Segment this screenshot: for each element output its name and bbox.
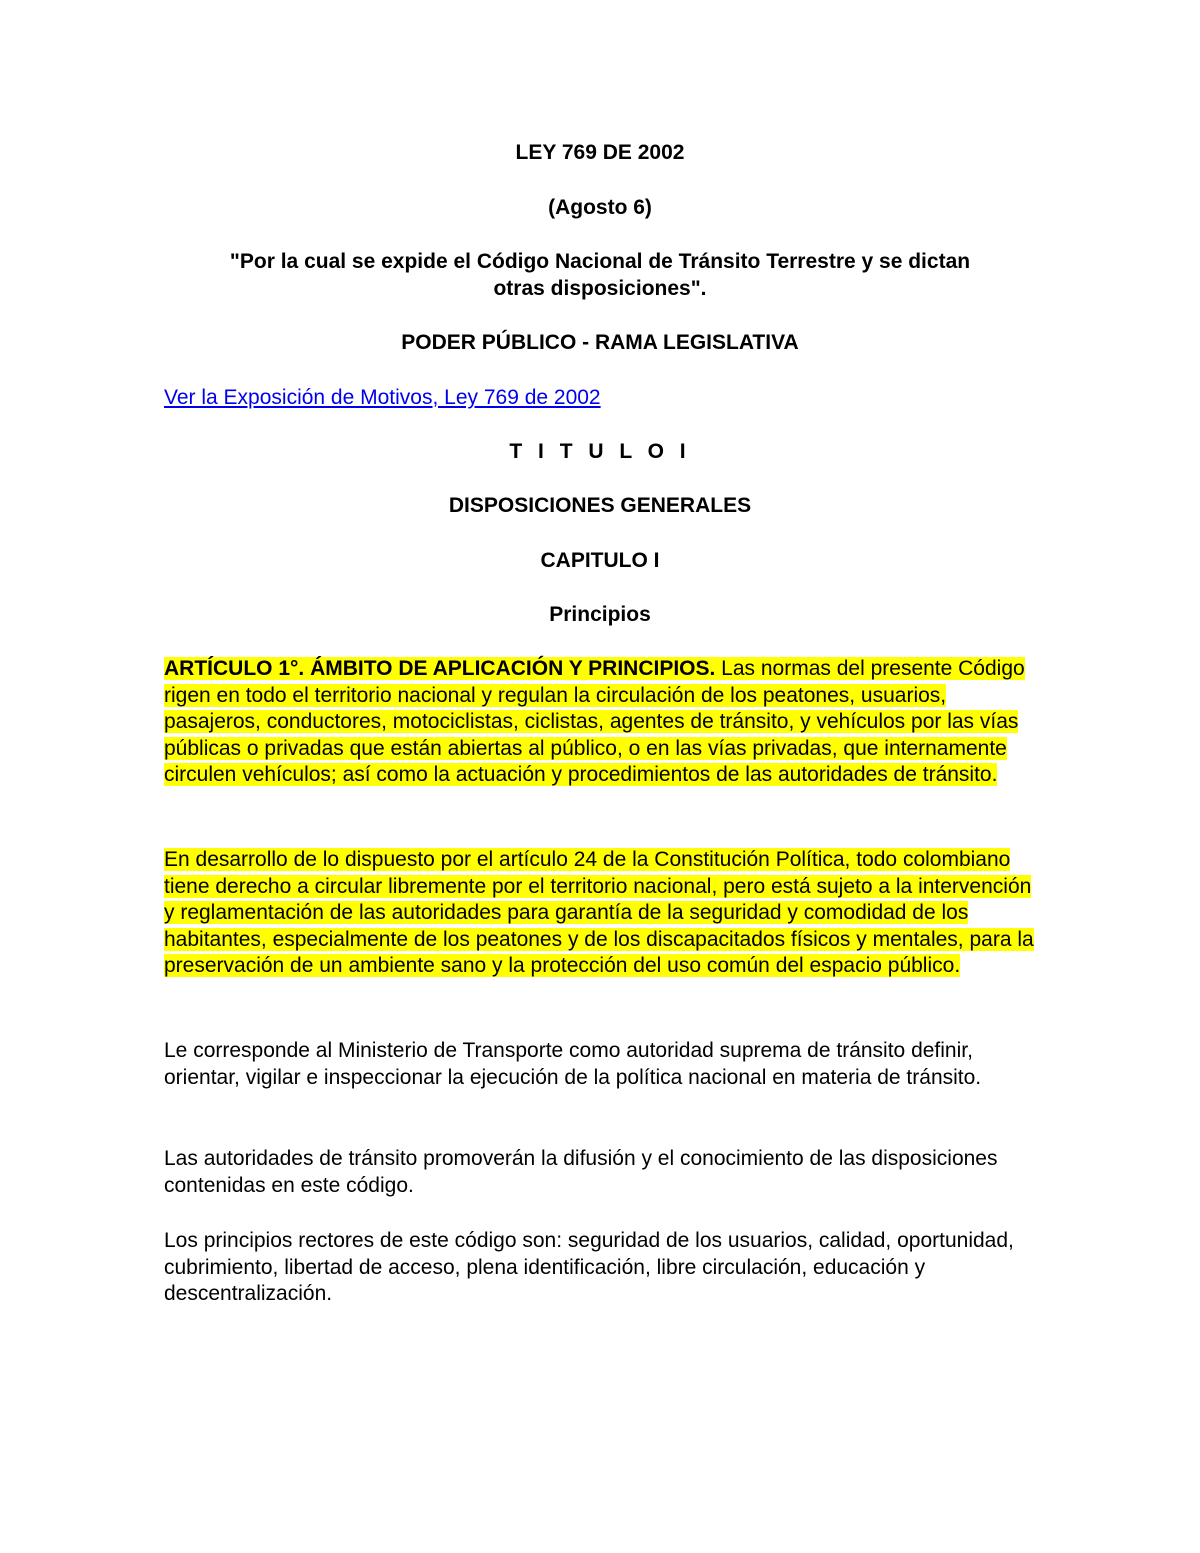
- article-1-paragraph-3: Le corresponde al Ministerio de Transporte como autoridad suprema de tránsito definir, orientar, vigilar e inspeccionar la ejecución de la política nacional en materia de tránsito.: [164, 1039, 982, 1089]
- article-1-paragraph-4: Las autoridades de tránsito promoverán la difusión y el conocimiento de las disposiciones contenidas en este código.: [164, 1147, 998, 1197]
- law-subtitle-line-1: "Por la cual se expide el Código Nacional de Tránsito Terrestre y se dictan: [229, 250, 971, 273]
- law-title: LEY 769 DE 2002: [515, 141, 685, 164]
- capitulo-heading: CAPITULO I: [540, 549, 660, 572]
- article-1-text: Las normas del presente Código rigen en todo el territorio nacional y regulan la circulación de los peatones, usuarios, pasajeros, conductores, motociclistas, ciclistas, agentes de tránsito, y vehículos por las vías públicas o privadas que están abiertas al público, o en las vías privadas, que internamente circulen vehículos; así como la actuación y procedimientos de las autoridades de tránsito.: [164, 657, 1025, 786]
- article-1-heading: ARTÍCULO 1°. ÁMBITO DE APLICACIÓN Y PRINCIPIOS.: [164, 657, 716, 680]
- branch-heading: PODER PÚBLICO - RAMA LEGISLATIVA: [401, 331, 799, 354]
- exposicion-motivos-link[interactable]: Ver la Exposición de Motivos, Ley 769 de 2002: [164, 386, 601, 409]
- law-subtitle-line-2: otras disposiciones".: [493, 277, 707, 300]
- article-1-paragraph-5: Los principios rectores de este código son: seguridad de los usuarios, calidad, oportunidad, cubrimiento, libertad de acceso, plena identificación, libre circulación, educación y descentralización.: [164, 1229, 1014, 1305]
- titulo-heading: T I T U L O I: [509, 440, 691, 463]
- highlighted-text: [164, 657, 1025, 786]
- law-date: (Agosto 6): [548, 196, 652, 219]
- titulo-name: DISPOSICIONES GENERALES: [448, 494, 752, 517]
- capitulo-name: Principios: [549, 603, 651, 626]
- article-1-paragraph-1: [164, 656, 1044, 789]
- highlighted-paragraph: En desarrollo de lo dispuesto por el artículo 24 de la Constitución Política, todo colombiano tiene derecho a circular libremente por el territorio nacional, pero está sujeto a la intervención y reglamentación de las autoridades para garantía de la seguridad y comodidad de los habitantes, especialmente de los peatones y de los discapacitados físicos y mentales, para la preservación de un ambiente sano y la protección del uso común del espacio público.: [164, 848, 1034, 977]
- article-1-paragraph-2: [164, 847, 1044, 980]
